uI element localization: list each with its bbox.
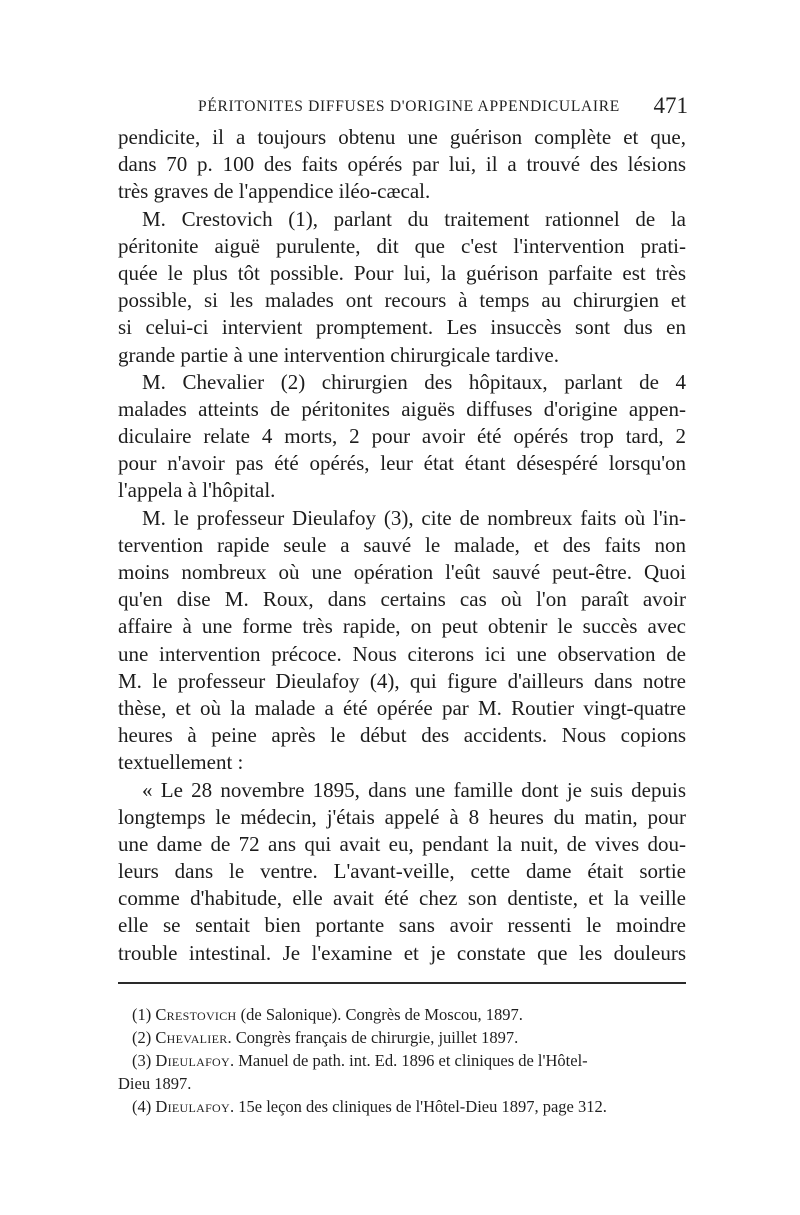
footnotes	[118, 1003, 686, 1118]
running-title: PÉRITONITES DIFFUSES D'ORIGINE APPENDICULAIRE	[198, 98, 620, 115]
footnote-author: Dieulafoy	[155, 1051, 230, 1070]
footnote-2	[118, 1026, 686, 1049]
footnote-author: Chevalier	[155, 1028, 228, 1047]
footnote-3-continued	[118, 1072, 686, 1095]
footnote-mark: (2)	[132, 1028, 152, 1047]
text-line: M. Crestovich (1), parlant du traitement rationnel de la	[142, 206, 686, 231]
text-line: une intervention précoce. Nous citerons ici une observation de	[118, 641, 686, 666]
text-line: quée le plus tôt possible. Pour lui, la guérison parfaite est très	[118, 260, 686, 285]
footnote-3	[118, 1049, 686, 1072]
text-line: si celui-ci intervient promptement. Les insuccès sont dus en	[118, 315, 686, 340]
footnote-mark: (1)	[132, 1005, 152, 1024]
footnote-rule	[118, 982, 686, 984]
footnote-text: . 15e leçon des cliniques de l'Hôtel-Dieu 1897, page 312.	[230, 1097, 607, 1116]
footnote-text: (de Salonique). Congrès de Moscou, 1897.	[236, 1005, 523, 1024]
text-line: leurs dans le ventre. L'avant-veille, cette dame était sortie	[118, 859, 686, 884]
text-line: elle se sentait bien portante sans avoir ressenti le moindre	[118, 913, 686, 938]
footnote-text: . Congrès français de chirurgie, juillet 1897.	[227, 1028, 519, 1047]
body-text	[118, 124, 686, 967]
text-line: moins nombreux où une opération l'eût sauvé peut-être. Quoi	[118, 560, 686, 584]
text-line: malades atteints de péritonites aiguës diffuses d'origine appen-	[118, 396, 686, 421]
page-number: 471	[653, 93, 688, 118]
footnote-text: Dieu 1897.	[118, 1074, 192, 1093]
text-line: textuellement :	[118, 750, 244, 775]
text-line: l'appela à l'hôpital.	[118, 478, 276, 503]
text-line: affaire à une forme très rapide, on peut obtenir le succès avec	[118, 614, 686, 639]
text-line: trouble intestinal. Je l'examine et je constate que les douleurs	[118, 940, 686, 965]
text-line: possible, si les malades ont recours à temps au chirurgien et	[118, 288, 686, 313]
footnote-author: Crestovich	[155, 1005, 237, 1024]
text-line: thèse, et où la malade a été opérée par M. Routier vingt-quatre	[118, 695, 686, 720]
text-line: M. le professeur Dieulafoy (3), cite de nombreux faits où l'in-	[142, 505, 686, 530]
footnote-mark: (4)	[132, 1097, 152, 1116]
text-line: M. le professeur Dieulafoy (4), qui figure d'ailleurs dans notre	[118, 668, 686, 693]
text-line: très graves de l'appendice iléo-cæcal.	[118, 179, 431, 204]
text-line: heures à peine après le début des accidents. Nous copions	[118, 723, 686, 748]
text-line: pendicite, il a toujours obtenu une guérison complète et que,	[118, 125, 686, 149]
text-line: M. Chevalier (2) chirurgien des hôpitaux, parlant de 4	[142, 369, 686, 394]
text-line: une dame de 72 ans qui avait eu, pendant la nuit, de vives dou-	[118, 831, 686, 856]
text-line: comme d'habitude, elle avait été chez son dentiste, et la veille	[118, 886, 686, 911]
text-line: dans 70 p. 100 des faits opérés par lui, il a trouvé des lésions	[118, 152, 686, 177]
footnote-author: Dieulafoy	[155, 1097, 230, 1116]
text-line: péritonite aiguë purulente, dit que c'est l'intervention prati-	[118, 233, 686, 258]
text-line: pour n'avoir pas été opérés, leur état étant désespéré lorsqu'on	[118, 451, 686, 476]
text-line: longtemps le médecin, j'étais appelé à 8 heures du matin, pour	[118, 804, 686, 829]
text-line: « Le 28 novembre 1895, dans une famille dont je suis depuis	[142, 777, 686, 802]
text-line: diculaire relate 4 morts, 2 pour avoir été opérés trop tard, 2	[118, 424, 686, 449]
footnote-4	[118, 1095, 686, 1118]
footnote-1	[118, 1003, 686, 1026]
text-line: grande partie à une intervention chirurgicale tardive.	[118, 342, 559, 367]
footnote-text: . Manuel de path. int. Ed. 1896 et cliniques de l'Hôtel-	[230, 1051, 588, 1070]
text-line: qu'en dise M. Roux, dans certains cas où l'on paraît avoir	[118, 587, 686, 612]
footnote-mark: (3)	[132, 1051, 152, 1070]
text-line: tervention rapide seule a sauvé le malade, et des faits non	[118, 532, 686, 557]
